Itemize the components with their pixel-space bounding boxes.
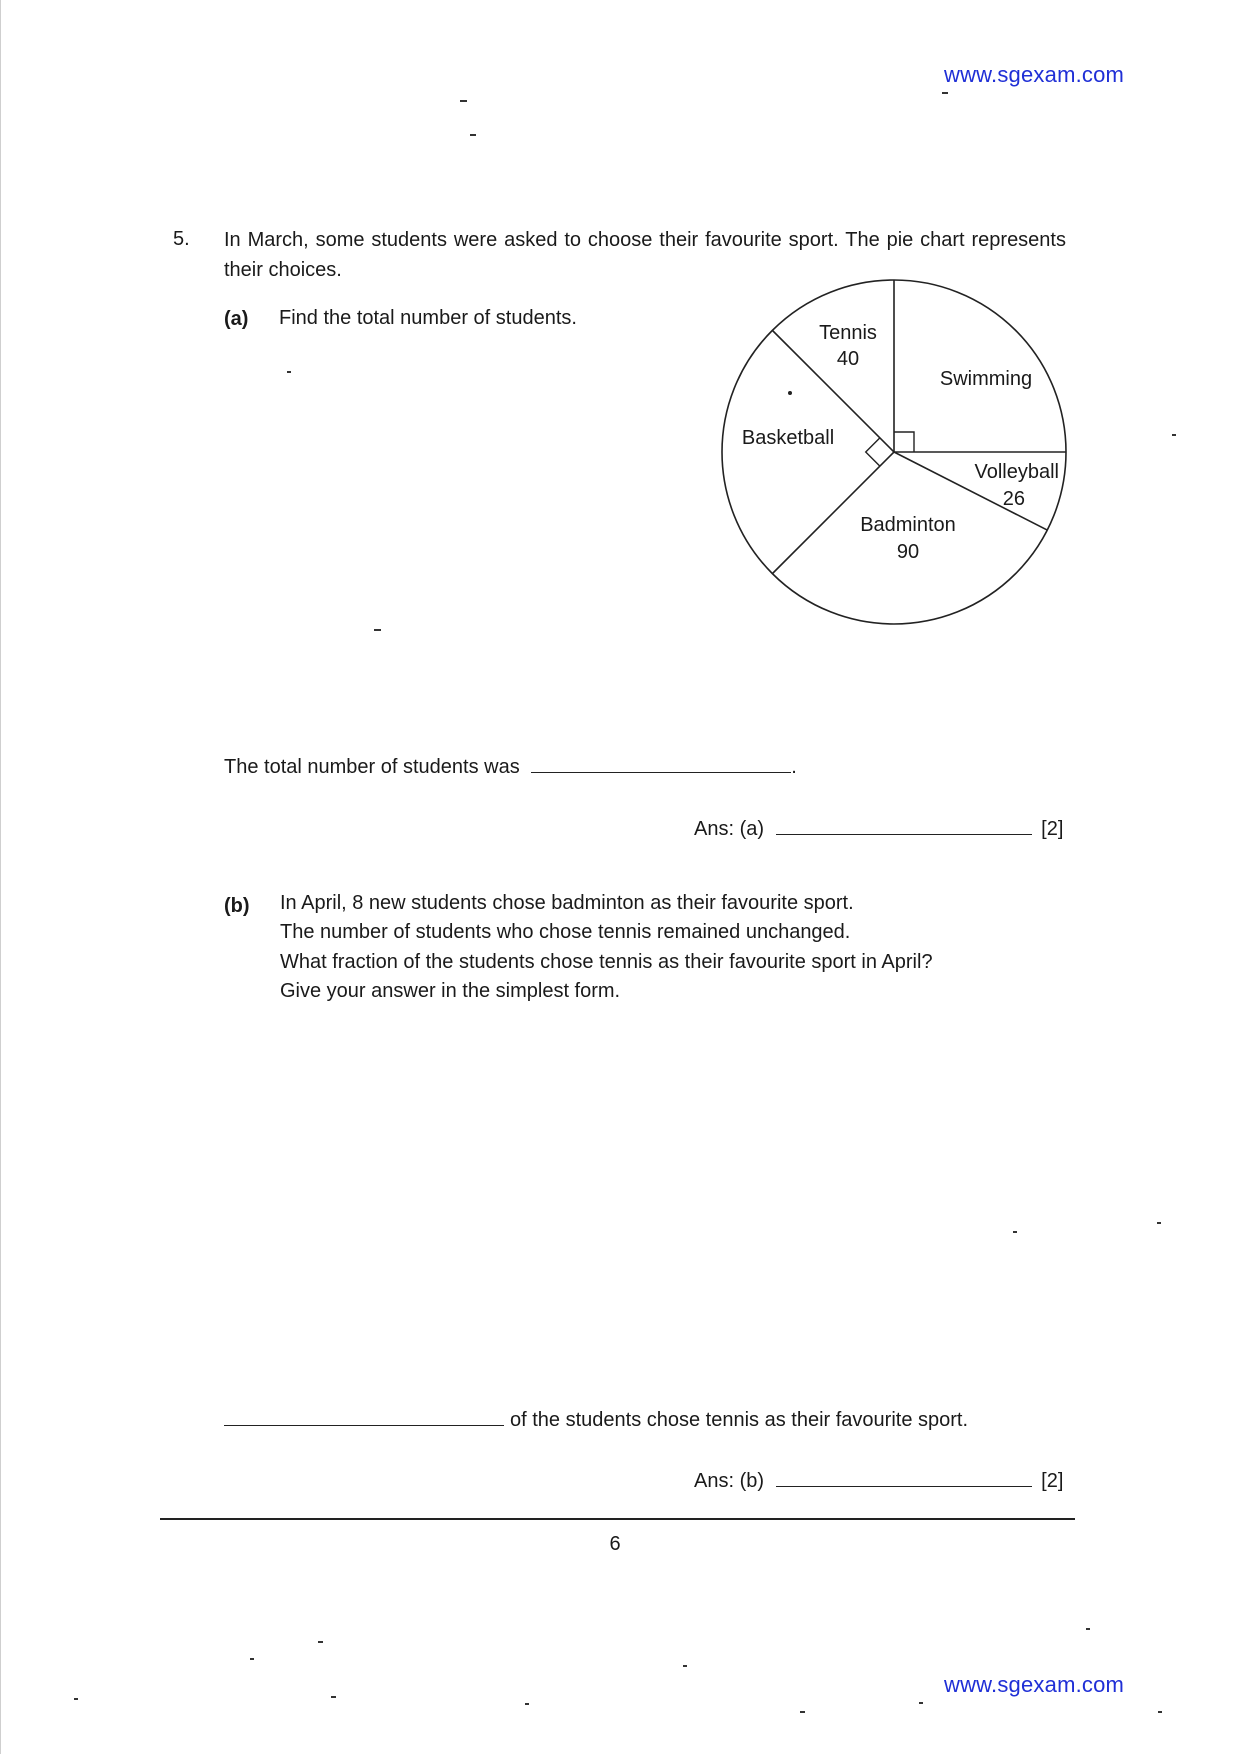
scan-speck <box>1013 1231 1017 1233</box>
part-b-text-1: In April, 8 new students chose badminton as their favourite sport. <box>280 892 854 914</box>
slice-label-badminton: Badminton <box>860 514 956 536</box>
part-b-label: (b) <box>224 895 250 917</box>
slice-label-tennis: Tennis <box>819 322 877 344</box>
stray-dot <box>788 391 792 395</box>
scan-speck <box>1086 1628 1090 1630</box>
slice-value-badminton: 90 <box>896 541 920 563</box>
slice-value-tennis: 40 <box>836 348 860 370</box>
page-number: 6 <box>609 1533 621 1555</box>
scan-speck <box>74 1698 78 1700</box>
part-b-statement <box>224 1409 968 1432</box>
slice-label-basketball: Basketball <box>741 427 835 449</box>
page-edge <box>0 0 1 1754</box>
part-a-label: (a) <box>224 308 249 330</box>
right-angle-marker-basketball <box>866 438 880 466</box>
part-a-statement-blank[interactable] <box>531 772 791 773</box>
slice-boundary-basketball <box>772 452 894 574</box>
part-b-text-2: The number of students who chose tennis remained unchanged. <box>280 921 851 943</box>
scan-speck <box>683 1665 687 1667</box>
question-intro: In March, some students were asked to choose their favourite sport. The pie chart represents their choices. <box>224 229 1066 281</box>
part-a-statement-text: The total number of students was <box>224 756 520 778</box>
part-b-text-3: What fraction of the students chose tennis as their favourite sport in April? <box>280 951 933 973</box>
scan-speck <box>525 1703 529 1705</box>
footer-site-link[interactable]: www.sgexam.com <box>944 1672 1125 1697</box>
scan-speck <box>331 1696 336 1698</box>
part-b-ans-label: Ans: (b) <box>694 1470 765 1492</box>
scan-speck <box>374 629 381 631</box>
right-angle-marker-swimming <box>894 432 914 452</box>
scan-speck <box>1158 1711 1162 1713</box>
scan-speck <box>1157 1222 1161 1224</box>
pie-chart <box>700 260 1080 640</box>
scan-speck <box>942 92 948 94</box>
part-b-statement-text: of the students chose tennis as their favourite sport. <box>510 1409 969 1431</box>
part-a-ans-label: Ans: (a) <box>694 818 765 840</box>
pie-slices <box>722 280 1066 624</box>
scan-speck <box>250 1658 254 1660</box>
slice-value-volleyball: 26 <box>1002 488 1025 510</box>
part-b-marks: [2] <box>1041 1470 1064 1492</box>
scan-speck <box>800 1711 805 1713</box>
part-a-answer-blank[interactable] <box>776 834 1032 835</box>
scan-speck <box>460 100 467 102</box>
scan-speck <box>919 1702 923 1704</box>
part-b-answer-row <box>694 1470 1063 1493</box>
part-b-answer-blank[interactable] <box>776 1486 1032 1487</box>
footer-rule <box>160 1518 1075 1520</box>
part-a-prompt: Find the total number of students. <box>279 307 577 329</box>
scan-speck <box>1172 434 1176 436</box>
scan-speck <box>470 134 476 136</box>
part-a-marks: [2] <box>1041 818 1064 840</box>
slice-label-swimming: Swimming <box>939 368 1033 390</box>
part-a-answer-row <box>694 818 1063 841</box>
slice-label-volleyball: Volleyball <box>974 461 1059 483</box>
part-a-statement <box>224 756 797 779</box>
part-b-text-4: Give your answer in the simplest form. <box>280 980 621 1002</box>
pie-labels <box>742 322 1059 563</box>
header-site-link[interactable]: www.sgexam.com <box>944 62 1125 87</box>
question-number: 5. <box>173 228 190 250</box>
part-a-statement-end: . <box>791 756 797 778</box>
scan-speck <box>287 371 291 373</box>
part-b-statement-blank[interactable] <box>224 1425 504 1426</box>
scan-speck <box>318 1641 323 1643</box>
